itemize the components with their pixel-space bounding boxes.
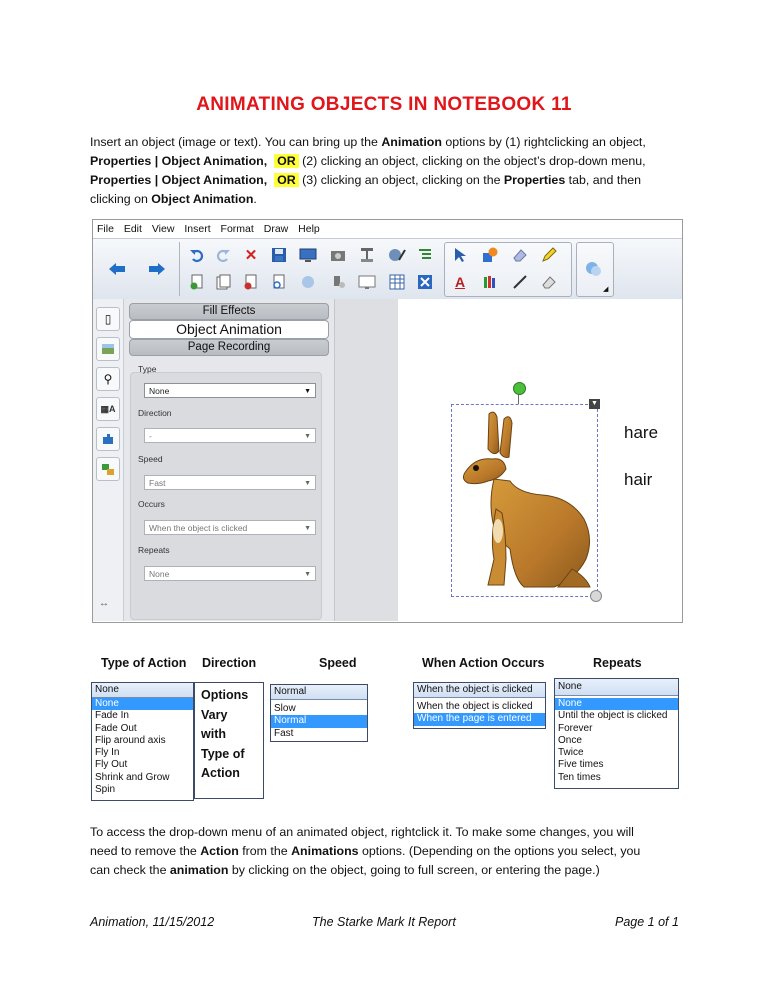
object-animation-button[interactable]: Object Animation	[129, 320, 329, 339]
footer-center: The Starke Mark It Report	[312, 915, 456, 929]
list-item[interactable]: Twice	[558, 747, 584, 759]
properties-tab-icon[interactable]: ▦A	[96, 397, 120, 421]
direction-label: Direction	[138, 408, 172, 418]
type-select[interactable]: None ▼	[144, 383, 316, 398]
undo-icon[interactable]	[185, 243, 209, 267]
menu-insert[interactable]: Insert	[184, 223, 211, 235]
list-item[interactable]: Ten times	[558, 771, 601, 783]
repeats-dropdown-list	[554, 678, 679, 789]
add-page-icon[interactable]	[185, 270, 209, 294]
redo-icon[interactable]	[211, 243, 235, 267]
save-icon[interactable]	[267, 243, 291, 267]
menu-format[interactable]: Format	[220, 223, 254, 235]
heading-direction: Direction	[202, 656, 257, 670]
direction-select[interactable]: - ▼	[144, 428, 316, 443]
line-tool-icon[interactable]	[508, 270, 532, 294]
page-canvas[interactable]	[398, 299, 682, 621]
page-recording-button[interactable]: Page Recording	[129, 339, 329, 356]
select-arrow-icon[interactable]	[448, 243, 472, 267]
speed-dropdown-list	[270, 684, 368, 742]
speed-label: Speed	[138, 454, 163, 464]
menu-view[interactable]: View	[151, 223, 175, 235]
screen-shade-icon[interactable]	[296, 270, 320, 294]
occurs-label: Occurs	[138, 499, 165, 509]
list-item[interactable]: Fly In	[95, 747, 120, 759]
type-label: Type	[138, 364, 157, 374]
type-dropdown-selected[interactable]: None	[92, 683, 193, 698]
repeats-label: Repeats	[138, 545, 170, 555]
gallery-icon[interactable]	[96, 337, 120, 361]
clear-page-icon[interactable]	[267, 270, 291, 294]
list-item[interactable]: Five times	[558, 759, 604, 771]
eraser-icon[interactable]	[508, 243, 532, 267]
back-arrow-icon[interactable]	[105, 257, 129, 281]
list-item[interactable]: None	[555, 698, 678, 710]
list-item[interactable]: Flip around axis	[95, 734, 166, 746]
eraser-2-icon[interactable]	[537, 270, 561, 294]
delete-page-icon[interactable]	[239, 270, 263, 294]
table-icon[interactable]	[385, 270, 409, 294]
sharing-icon[interactable]	[96, 457, 120, 481]
shapes-icon[interactable]	[478, 243, 502, 267]
forward-arrow-icon[interactable]	[145, 257, 169, 281]
list-item[interactable]: Fade In	[95, 710, 129, 722]
menu-edit[interactable]: Edit	[123, 223, 142, 235]
page-sorter-icon[interactable]: ▯	[96, 307, 120, 331]
list-item[interactable]: Until the object is clicked	[558, 710, 668, 722]
list-item[interactable]: When the page is entered	[414, 713, 545, 725]
heading-type-of-action: Type of Action	[101, 656, 187, 670]
magic-pen-icon[interactable]	[385, 243, 409, 267]
sidebar-tabs	[93, 299, 124, 621]
document-camera-2-icon[interactable]	[326, 270, 350, 294]
intro-paragraph: Insert an object (image or text). You can bring up the Animation options by (1) rightclicking an object, Properties | Object Animation, OR (2) clicking an object, clicking on the object’s drop-down menu, Properties | Object Animation, OR (3) clicking an object, clicking on the Properties tab, and then clicking on Object Animation.	[90, 135, 646, 206]
occurs-dropdown-list	[413, 682, 546, 729]
list-item[interactable]: Fade Out	[95, 722, 137, 734]
menu-draw[interactable]: Draw	[263, 223, 289, 235]
footer-left: Animation, 11/15/2012	[90, 915, 215, 929]
direction-note-box: Options Vary with Type of Action	[194, 682, 264, 799]
speed-dropdown-selected[interactable]: Normal	[271, 685, 367, 700]
addons-icon[interactable]	[96, 427, 120, 451]
pen-icon[interactable]	[537, 243, 561, 267]
full-screen-icon[interactable]	[355, 270, 379, 294]
list-item[interactable]: Forever	[558, 722, 593, 734]
properties-panel	[124, 299, 334, 621]
list-item[interactable]: Fast	[274, 727, 294, 739]
camera-icon[interactable]	[326, 243, 350, 267]
word-hare: hare	[624, 423, 659, 442]
menu-help[interactable]: Help	[298, 223, 320, 235]
screen-capture-icon[interactable]	[296, 243, 320, 267]
animation-fields	[130, 364, 322, 620]
clone-page-icon[interactable]	[211, 270, 235, 294]
list-item[interactable]: None	[92, 698, 193, 710]
text-tool-icon[interactable]: A	[454, 274, 466, 290]
footer-page-number: Page 1 of 1	[615, 915, 679, 929]
delete-icon[interactable]: ✕	[244, 247, 258, 264]
creative-pens-icon[interactable]	[478, 270, 502, 294]
toolbar: ✕ A ◢	[93, 238, 682, 300]
heading-repeats: Repeats	[593, 656, 642, 670]
list-item[interactable]: Fly Out	[95, 759, 128, 771]
list-item[interactable]: Once	[558, 734, 582, 746]
speed-select[interactable]: Fast ▼	[144, 475, 316, 490]
repeats-select[interactable]: None ▼	[144, 566, 316, 581]
occurs-select[interactable]: When the object is clicked ▼	[144, 520, 316, 535]
menu-file[interactable]: File	[97, 223, 114, 235]
closing-paragraph: To access the drop-down menu of an animated object, rightclick it. To make some changes, you will need to remove the Action from the Animations options. (Depending on the options you select, you can check the animation by clicking on the object, going to full screen, or entering the page.)	[90, 825, 641, 877]
list-item[interactable]: Shrink and Grow	[95, 771, 170, 783]
menu-bar	[93, 220, 682, 238]
word-hair: hair	[624, 470, 653, 489]
close-square-icon[interactable]	[413, 270, 437, 294]
list-item[interactable]: Slow	[274, 703, 296, 714]
heading-when-action-occurs: When Action Occurs	[422, 656, 545, 670]
heading-speed: Speed	[319, 656, 357, 670]
panel-scroll-area[interactable]	[334, 299, 399, 621]
list-item[interactable]: When the object is clicked	[417, 701, 533, 712]
fill-effects-button[interactable]: Fill Effects	[129, 303, 329, 320]
attachments-icon[interactable]: ⚲	[96, 367, 120, 391]
notebook-window	[92, 219, 683, 623]
page-title: ANIMATING OBJECTS IN NOTEBOOK 11	[196, 94, 572, 115]
occurs-dropdown-selected[interactable]: When the object is clicked	[414, 683, 545, 698]
properties-icon[interactable]	[413, 243, 437, 267]
rotate-handle[interactable]	[513, 382, 526, 395]
list-item[interactable]: Spin	[95, 784, 116, 796]
repeats-dropdown-selected[interactable]: None	[555, 679, 678, 696]
document-camera-icon[interactable]	[355, 243, 379, 267]
resize-arrows-icon[interactable]: ↔	[99, 598, 109, 609]
fill-color-icon[interactable]	[582, 257, 606, 281]
hare-image	[454, 409, 594, 593]
object-menu-arrow-icon[interactable]: ▼	[589, 399, 600, 409]
list-item[interactable]: Normal	[271, 715, 367, 727]
type-dropdown-list	[91, 682, 194, 801]
